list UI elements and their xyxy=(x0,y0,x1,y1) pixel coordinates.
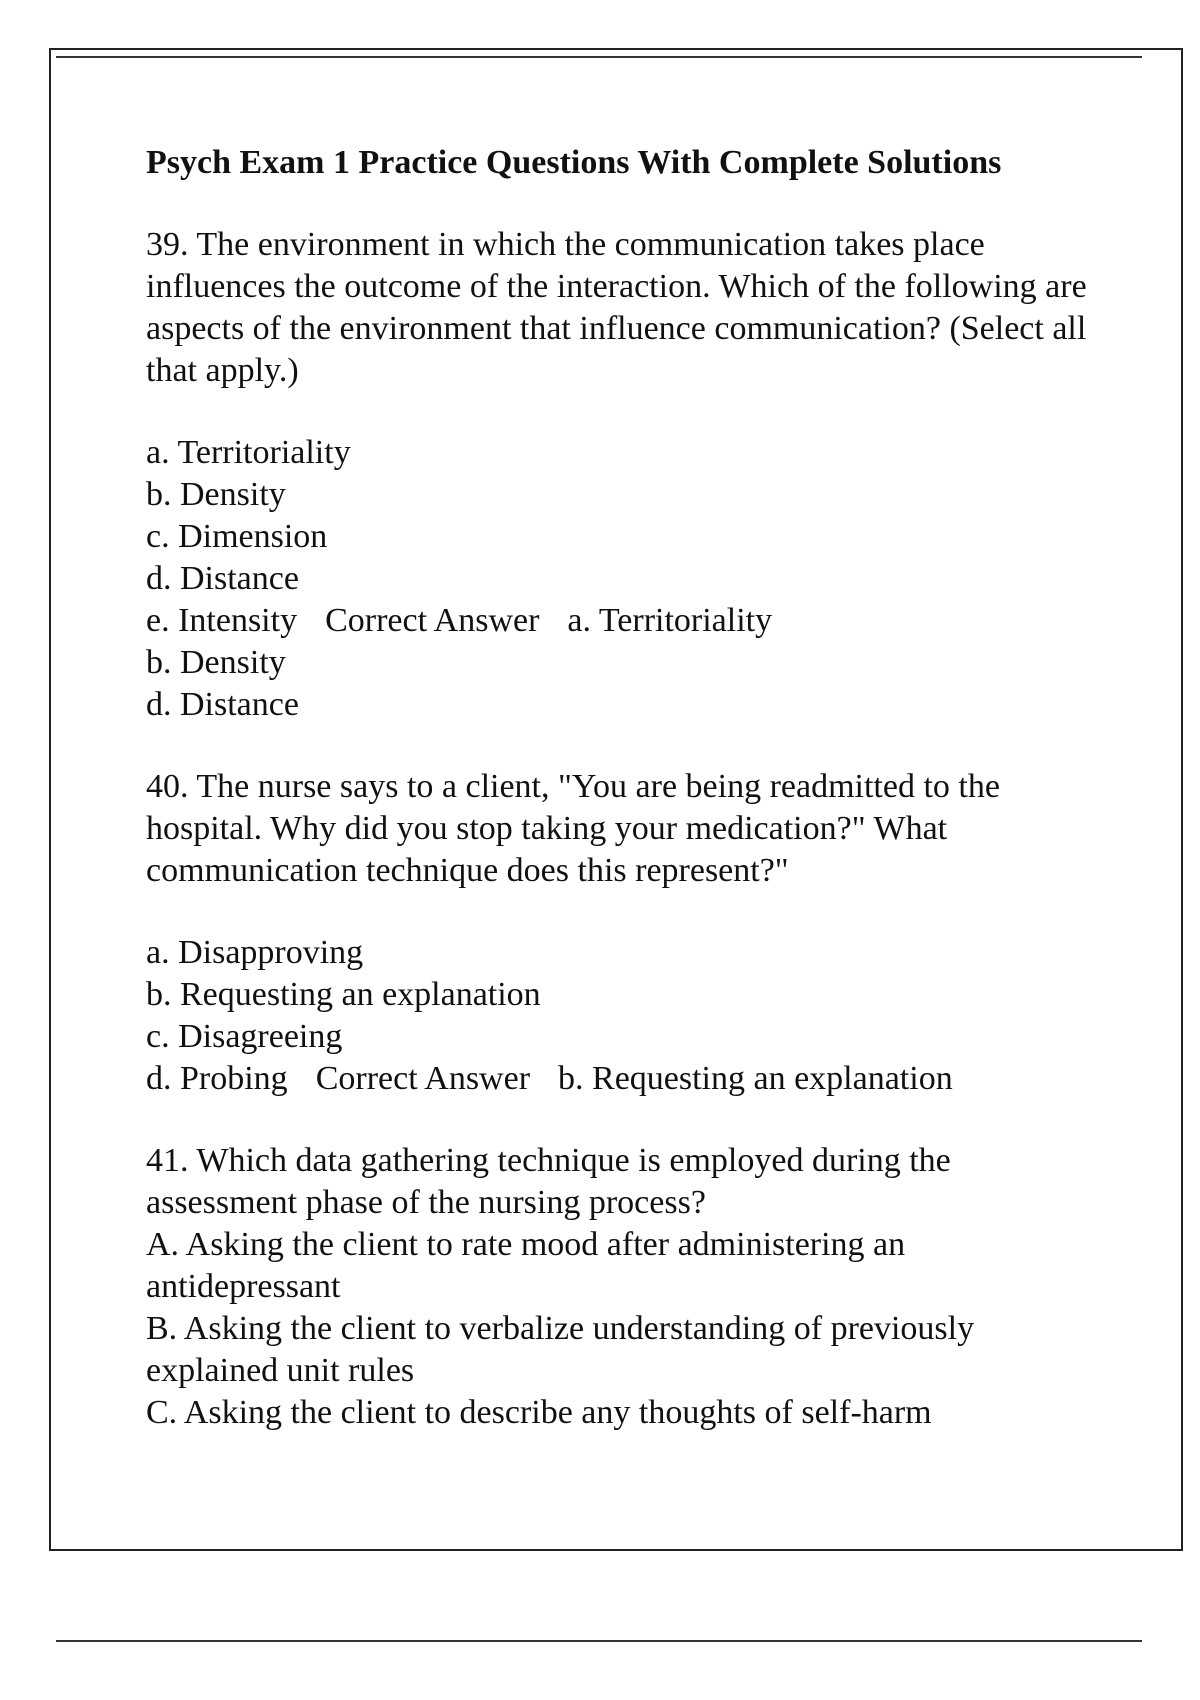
question-text: 39. The environment in which the communication takes place influences the outcome of the interaction. Which of the following are aspects of the environment that influence communication? (Select all that apply.) xyxy=(146,226,1087,389)
correct-answer: d. Distance xyxy=(146,686,299,723)
correct-answer-label: Correct Answer xyxy=(325,602,540,639)
document-body xyxy=(146,142,1096,1474)
correct-answer-label: Correct Answer xyxy=(315,1060,531,1097)
option-item: c. Dimension xyxy=(146,518,328,555)
question-text: 40. The nurse says to a client, "You are being readmitted to the hospital. Why did you stop taking your medication?" What communication technique does this represent?" xyxy=(146,768,1000,889)
option-item: a. Territoriality xyxy=(146,434,351,471)
option-item: d. Distance xyxy=(146,560,299,597)
document-title: Psych Exam 1 Practice Questions With Complete Solutions xyxy=(146,144,1002,181)
correct-answer: a. Territoriality xyxy=(567,602,773,639)
option-item: b. Density xyxy=(146,476,286,513)
question-41 xyxy=(146,1140,1096,1434)
option-item: B. Asking the client to verbalize understanding of previously explained unit rules xyxy=(146,1310,975,1389)
question-40 xyxy=(146,766,1096,1100)
option-text: d. Probing xyxy=(146,1060,288,1097)
options-list xyxy=(146,432,1096,726)
option-item: b. Requesting an explanation xyxy=(146,976,541,1013)
option-item: C. Asking the client to describe any thoughts of self-harm xyxy=(146,1394,932,1431)
option-item: A. Asking the client to rate mood after administering an antidepressant xyxy=(146,1226,906,1305)
question-text: 41. Which data gathering technique is employed during the assessment phase of the nursing process? xyxy=(146,1142,951,1221)
options-list xyxy=(146,1224,1096,1434)
option-item: a. Disapproving xyxy=(146,934,364,971)
options-list xyxy=(146,932,1096,1100)
correct-answer: b. Density xyxy=(146,644,286,681)
option-item-with-answer xyxy=(146,600,1096,642)
footer-rule xyxy=(56,1640,1142,1642)
correct-answer: b. Requesting an explanation xyxy=(558,1060,953,1097)
option-text: e. Intensity xyxy=(146,602,298,639)
option-item: c. Disagreeing xyxy=(146,1018,343,1055)
question-39 xyxy=(146,224,1096,726)
header-rule xyxy=(56,56,1142,58)
option-item-with-answer xyxy=(146,1058,1096,1100)
